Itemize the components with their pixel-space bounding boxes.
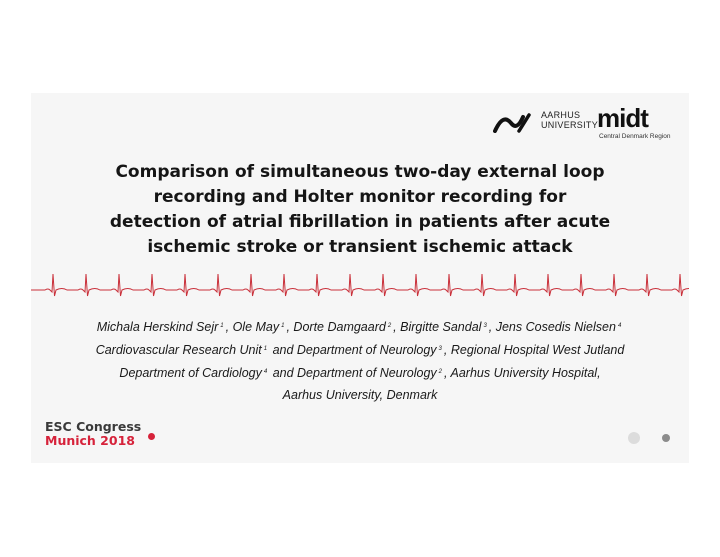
author-affil: 4 [617, 323, 622, 329]
affiliation-text: , Aarhus University Hospital, [444, 366, 601, 380]
author-line: Michala Herskind Sejr $^1$ , Ole May $^1$ , Dorte Damgaard $^2$ , Birgitte Sandal $^3$ , Jens Cosedis Nielsen $^4$ [96, 320, 622, 334]
author-name: Dorte Damgaard [293, 320, 386, 334]
affiliation-sup: 3 [438, 346, 442, 352]
affiliation-text: and Department of Neurology [272, 366, 437, 380]
nav-dot-icon[interactable] [662, 434, 670, 442]
author-name: Jens Cosedis Nielsen [495, 320, 616, 334]
region-midt-subtitle: Central Denmark Region [599, 133, 671, 140]
affiliation-sup: 4 [263, 369, 268, 375]
aarhus-university-logo-icon [493, 111, 533, 133]
region-midt-logo: midt [597, 103, 648, 133]
title-line: detection of atrial fibrillation in patients after acute [109, 212, 611, 232]
esc-congress-logo [45, 420, 141, 448]
affiliation-sup: 2 [438, 369, 443, 375]
affiliation-text: and Department of Neurology [272, 343, 437, 357]
affiliation-text: Department of Cardiology [119, 366, 262, 380]
author-block [31, 315, 689, 407]
ecg-trace-graphic [31, 270, 689, 310]
esc-congress-name: ESC Congress [45, 419, 142, 434]
title-line: recording and Holter monitor recording for [153, 187, 567, 207]
slide-title [51, 160, 669, 260]
author-affil: 1 [281, 323, 285, 329]
affiliation-line [31, 361, 689, 384]
author-name: Birgitte Sandal [400, 320, 482, 334]
logo-bar [493, 103, 683, 145]
esc-congress-city: Munich 2018 [45, 433, 135, 448]
slide [31, 93, 689, 463]
esc-dot-icon [148, 433, 155, 440]
nav-dot-icon[interactable] [628, 432, 640, 444]
author-name: Michala Herskind Sejr [96, 320, 219, 334]
affiliation-text: , Regional Hospital West Jutland [443, 343, 625, 357]
affiliation-sup: 1 [263, 346, 268, 352]
aarhus-university-wordmark [541, 110, 598, 130]
title-line: ischemic stroke or transient ischemic attack [147, 237, 573, 257]
title-line: Comparison of simultaneous two-day external loop [115, 162, 605, 182]
author-affil: 1 [220, 323, 224, 329]
ecg-trace-line [31, 274, 689, 296]
author-affil: 2 [387, 323, 392, 329]
affiliation-line: Aarhus University, Denmark [282, 388, 438, 402]
university-line-1: AARHUS [541, 110, 581, 120]
university-line-2: UNIVERSITY [541, 120, 599, 130]
author-name: Ole May [232, 320, 280, 334]
affiliation-line [31, 338, 689, 361]
author-affil: 3 [483, 323, 487, 329]
affiliation-text: Cardiovascular Research Unit [95, 343, 262, 357]
